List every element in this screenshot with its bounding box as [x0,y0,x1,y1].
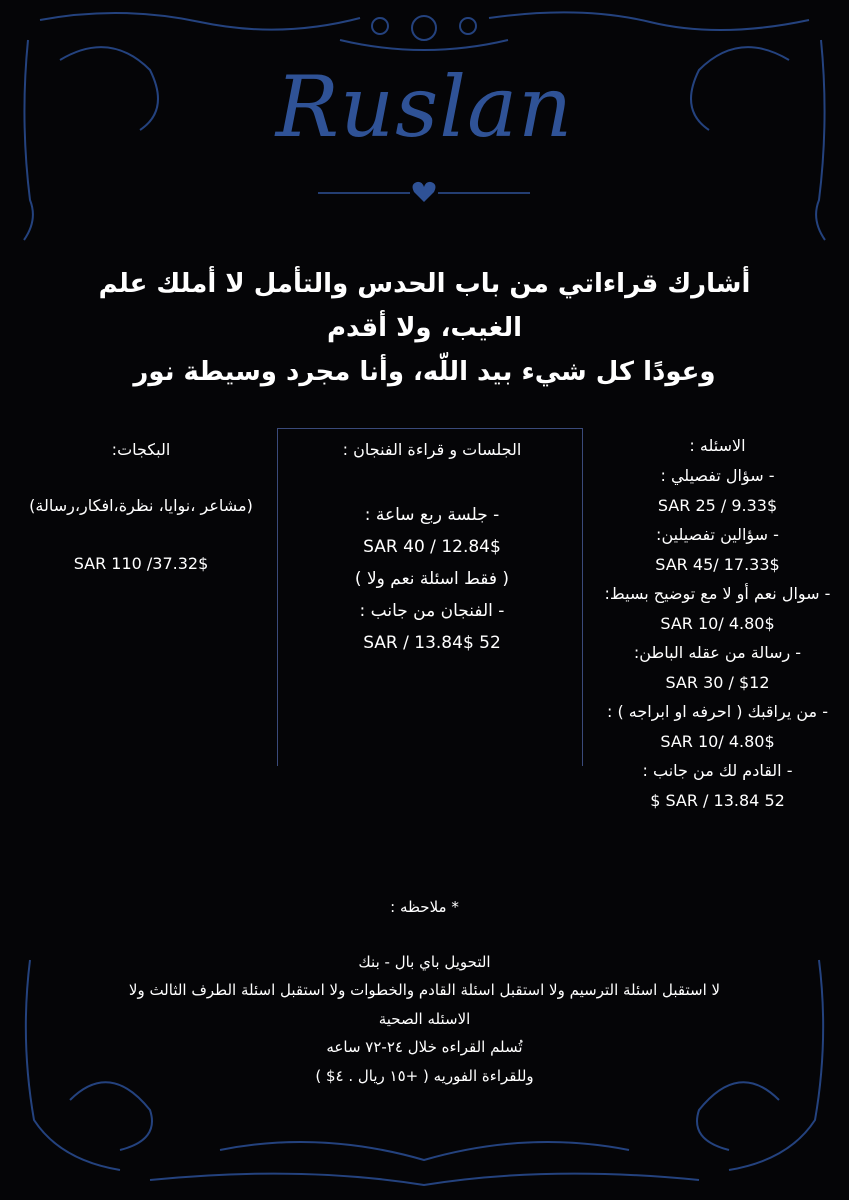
list-item: 4.80$ /10 SAR [660,613,775,633]
list-item: - سؤال تفصيلي : [660,466,775,485]
intro-statement [60,262,789,394]
list-item: ( فقط اسئلة نعم ولا ) [354,569,510,589]
note-line: الاسئله الصحية [378,1009,471,1028]
list-item: 4.80$ /10 SAR [660,731,775,751]
list-item: 52 SAR / 13.84$ [363,633,501,653]
sessions-title: الجلسات و قراءة الفنجان : [342,440,522,459]
intro-line: أشارك قراءاتي من باب الحدس والتأمل لا أملك علم الغيب، ولا أقدم [98,269,751,343]
list-item: $12 / 30 SAR [665,672,770,692]
package-price: SAR 110 /37.32$ [73,553,209,573]
notes-section [20,893,829,1090]
questions-title: الاسئله : [689,436,746,455]
list-item: - من يراقبك ( احرفه او ابراجه ) : [607,702,828,721]
packages-title: البكجات: [111,440,171,459]
list-item: - جلسة ربع ساعة : [364,505,500,525]
packages-column [8,440,274,578]
list-item: 12.84$ / 40 SAR [363,537,501,557]
list-item: - الفنجان من جانب : [359,601,505,621]
package-contents: (مشاعر ،نوايا، نظرة،افكار،رسالة) [29,496,253,515]
note-line: التحويل باي بال - بنك [358,952,491,971]
notes-title: * ملاحظه : [390,898,459,916]
note-line: لا استقبل اسئلة الترسيم ولا استقبل اسئلة القادم والخطوات ولا استقبل اسئلة الطرف الثالث ولا [128,981,721,999]
note-line: تُسلم القراءه خلال ٢٤-٧٢ ساعه [326,1038,523,1056]
column-divider-right [582,428,583,766]
note-line: وللقراءة الفوريه ( +١٥ ريال . ٤$ ) [315,1066,534,1085]
list-item: 17.33$ /45 SAR [655,554,780,574]
list-item: - سوال نعم أو لا مع توضيح بسيط: [604,584,831,603]
list-item: - سؤالين تفصيلين: [656,525,779,544]
brand-logo: Ruslan [275,58,574,156]
sessions-top-divider [278,428,582,429]
list-item: - القادم لك من جانب : [642,761,793,780]
column-divider-left [277,428,278,766]
list-item: 9.33$ / 25 SAR [657,495,778,515]
list-item: 52 SAR / 13.84 $ [650,790,785,810]
sessions-column [282,440,582,659]
list-item: - رسالة من عقله الباطن: [633,643,802,662]
questions-column [590,436,845,815]
intro-line: وعودًا كل شيء بيد اللّه، وأنا مجرد وسيطة نور [133,357,716,387]
